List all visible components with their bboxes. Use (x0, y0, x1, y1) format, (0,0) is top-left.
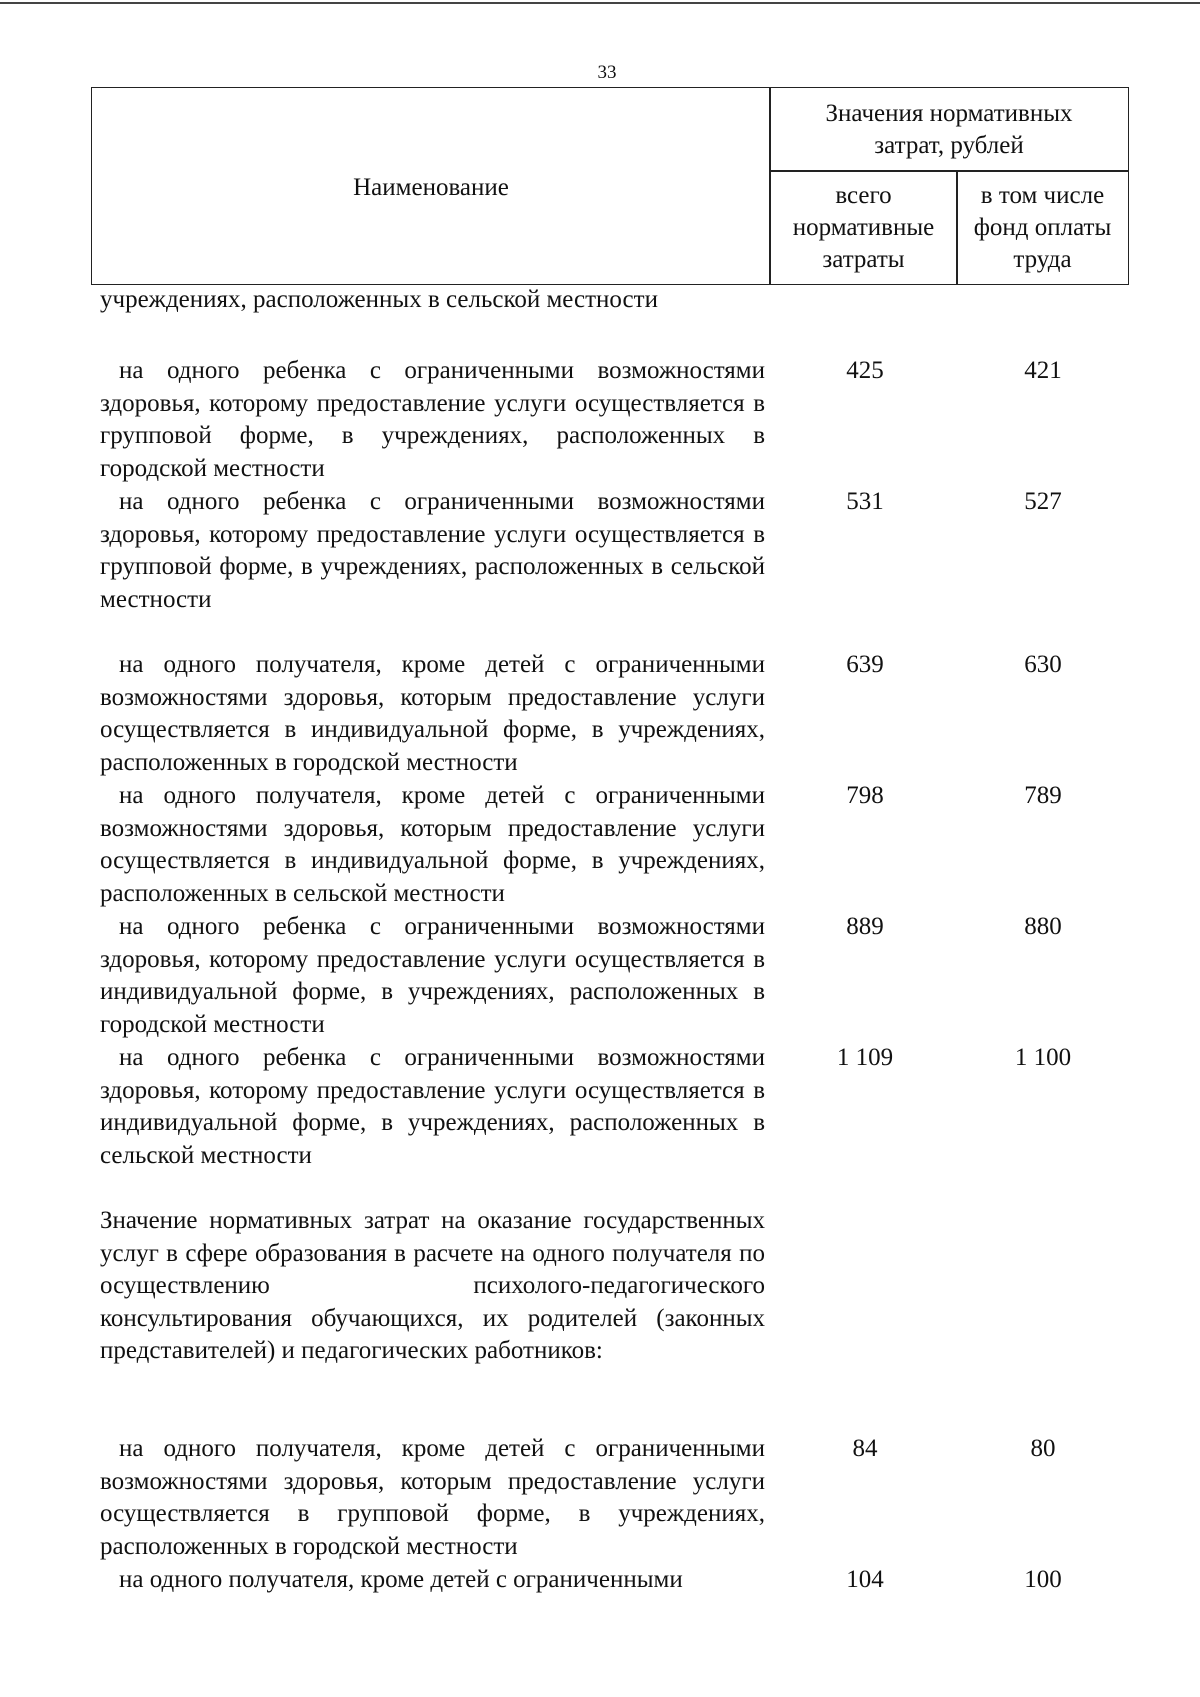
header-wage-line: в том числе (980, 181, 1105, 209)
header-name-label: Наименование (353, 174, 509, 201)
header-values-line: Значения нормативных (825, 99, 1073, 127)
header-wage-line: труда (1013, 245, 1072, 273)
header-name-cell (91, 87, 771, 285)
row-description: на одного получателя, кроме детей с ограниченными возможностями здоровья, которым предоставление услуги осуществляется в групповой форме, в учреждениях, расположенных в городской местности (100, 1435, 765, 1560)
table-row (100, 284, 765, 317)
row-description: на одного ребенка с ограниченными возможностями здоровья, которому предоставление услуги осуществляется в индивидуальной форме, в учреждениях, расположенных в городской местности (100, 913, 765, 1038)
row-description: учреждениях, расположенных в сельской местности (100, 286, 658, 313)
row-description: на одного ребенка с ограниченными возможностями здоровья, которому предоставление услуги осуществляется в групповой форме, в учреждениях, расположенных в городской местности (100, 357, 765, 482)
row-total-value: 798 (846, 782, 884, 809)
row-description: на одного ребенка с ограниченными возможностями здоровья, которому предоставление услуги осуществляется в индивидуальной форме, в учреждениях, расположенных в сельской местности (100, 1044, 765, 1169)
header-values-label (825, 98, 1072, 162)
row-description: на одного получателя, кроме детей с ограниченными возможностями здоровья, которым предоставление услуги осуществляется в индивидуальной форме, в учреждениях, расположенных в сельской местности (100, 782, 765, 907)
header-total-label (793, 180, 934, 276)
row-wage-value: 100 (1024, 1566, 1062, 1593)
row-description: на одного получателя, кроме детей с ограниченными (119, 1566, 683, 1593)
table-row (100, 1564, 1062, 1597)
header-total-cell (769, 170, 958, 285)
row-total-value: 639 (846, 651, 884, 678)
header-values-cell (769, 87, 1129, 172)
row-wage-value: 630 (1024, 651, 1062, 678)
table-row (100, 911, 1062, 1041)
table-row (100, 486, 1062, 616)
row-total-value: 889 (846, 913, 884, 940)
table-row (100, 1433, 1056, 1563)
row-total-value: 425 (846, 357, 884, 384)
table-row (100, 355, 1062, 485)
page-number: 33 (597, 62, 617, 83)
section-heading-row (100, 1205, 765, 1368)
section-heading: Значение нормативных затрат на оказание государственных услуг в сфере образования в расчете на одного получателя по осуществлению психолого-педагогического консультирования обучающихся, их родителей (законных представителей) и педагогических работников: (100, 1207, 765, 1365)
row-wage-value: 1 100 (1014, 1044, 1072, 1071)
row-total-value: 531 (846, 488, 884, 515)
table-row (100, 1042, 1072, 1172)
row-description: на одного получателя, кроме детей с ограниченными возможностями здоровья, которым предоставление услуги осуществляется в индивидуальной форме, в учреждениях, расположенных в городской местности (100, 651, 765, 776)
header-wage-label (974, 180, 1112, 276)
header-wage-line: фонд оплаты (973, 213, 1112, 241)
header-wage-cell (956, 170, 1129, 285)
row-total-value: 1 109 (836, 1044, 894, 1071)
top-edge-line (0, 2, 1200, 4)
header-total-line: всего (835, 181, 892, 209)
header-values-line: затрат, рублей (874, 131, 1024, 159)
row-total-value: 84 (852, 1435, 878, 1462)
table-row (100, 780, 1062, 910)
header-total-line: нормативные (792, 213, 935, 241)
row-total-value: 104 (846, 1566, 884, 1593)
row-wage-value: 527 (1024, 488, 1062, 515)
row-description: на одного ребенка с ограниченными возможностями здоровья, которому предоставление услуги осуществляется в групповой форме, в учреждениях, расположенных в сельской местности (100, 488, 765, 613)
row-wage-value: 789 (1024, 782, 1062, 809)
header-total-line: затраты (822, 245, 905, 273)
table-row (100, 649, 1062, 779)
row-wage-value: 80 (1030, 1435, 1056, 1462)
row-wage-value: 880 (1024, 913, 1062, 940)
row-wage-value: 421 (1024, 357, 1062, 384)
